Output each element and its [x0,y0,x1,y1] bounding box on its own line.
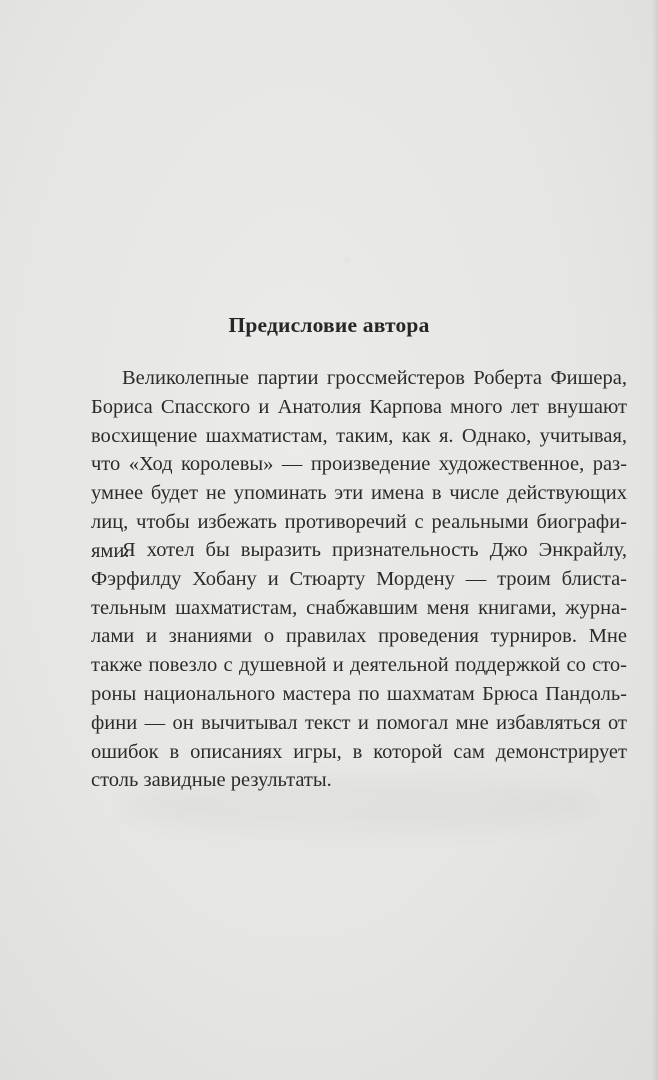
text-line: тельным шахматистам, снабжавшим меня книгами, журна- [91,596,627,619]
text-line: лами и знаниями о правилах проведения турниров. Мне [91,625,627,648]
page-title: Предисловие автора [228,313,430,337]
text-line: восхищение шахматистам, таким, как я. Однако, учитывая, [91,424,627,447]
text-line: лиц, чтобы избежать противоречий с реальными биографи- [91,510,627,533]
text-line: также повезло с душевной и деятельной поддержкой со сто- [91,654,627,677]
text-line: что «Ход королевы» — произведение художественное, раз- [91,453,627,476]
text-line: столь завидные результаты. [91,769,332,792]
text-line: Фэрфилду Хобану и Стюарту Мордену — троим блиста- [91,567,627,590]
text-line: ями. [91,539,130,562]
scan-smudge [345,258,349,262]
paragraph-2 [91,536,627,795]
text-line: фини — он вычитывал текст и помогал мне избавляться от [91,711,627,734]
page-edge-shadow [652,0,658,1080]
text-line: роны национального мастера по шахматам Брюса Пандоль- [91,682,627,705]
text-line: Бориса Спасского и Анатолия Карпова много лет внушают [91,395,627,418]
text-line: ошибок в описаниях игры, в которой сам демонстрирует [91,740,627,763]
text-line: Я хотел бы выразить признательность Джо Энкрайлу, [122,539,627,561]
text-line: Великолепные партии гроссмейстеров Роберта Фишера, [122,367,627,389]
text-line: умнее будет не упоминать эти имена в числе действующих [91,482,627,505]
